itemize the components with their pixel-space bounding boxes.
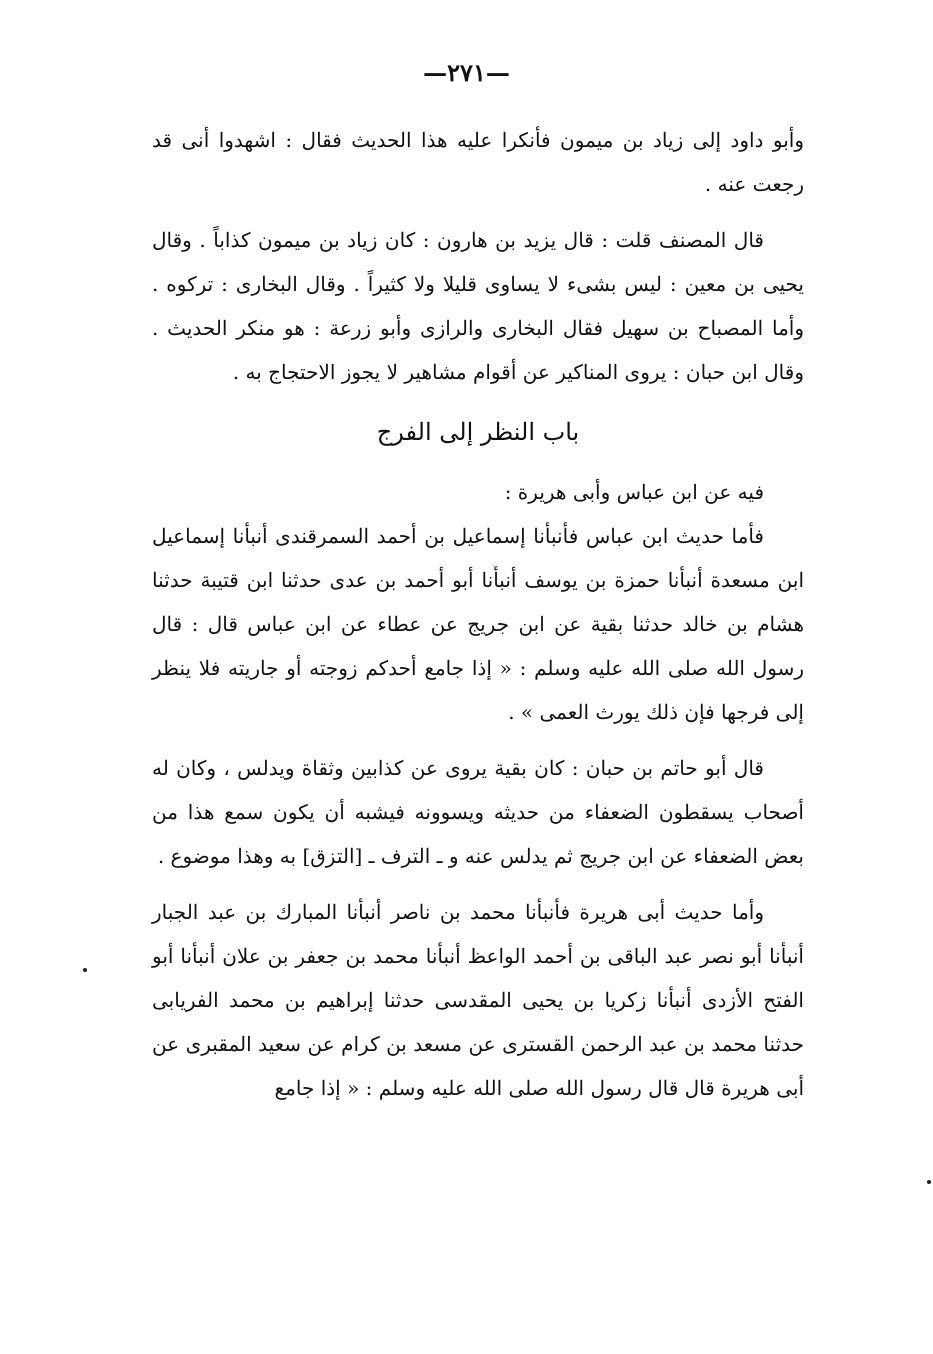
scan-speck	[83, 968, 87, 972]
paragraph-2: قال المصنف قلت : قال يزيد بن هارون : كان زياد بن ميمون كذاباً . وقال يحيى بن معين : ليس بشىء لا يساوى قليلا ولا كثيراً . وقال البخارى : تركوه . وأما المصباح بن سهيل فقال البخارى والرازى وأبو زرعة : هو منكر الحديث . وقال ابن حبان : يروى المناكير عن أقوام مشاهير لا يجوز الاحتجاج به .	[152, 228, 804, 384]
paragraph-4: قال أبو حاتم بن حبان : كان بقية يروى عن كذابين وثقاة ويدلس ، وكان له أصحاب يسقطون الضعفاء من حديثه ويسوونه فيشبه أن يكون سمع هذا من بعض الضعفاء عن ابن جريج ثم يدلس عنه و ـ الترف ـ [التزق] به وهذا موضوع .	[152, 756, 804, 868]
paragraph-3: فأما حديث ابن عباس فأنبأنا إسماعيل بن أحمد السمرقندى أنبأنا إسماعيل ابن مسعدة أنبأنا حمزة بن يوسف أنبأنا أبو أحمد بن عدى حدثنا ابن قتيبة حدثنا هشام بن خالد حدثنا بقية عن ابن جريج عن عطاء عن ابن عباس قال : قال رسول الله صلى الله عليه وسلم : « إذا جامع أحدكم زوجته أو جاريته فلا ينظر إلى فرجها فإن ذلك يورث العمى » .	[152, 524, 804, 724]
paragraph-1: وأبو داود إلى زياد بن ميمون فأنكرا عليه هذا الحديث فقال : اشهدوا أنى قد رجعت عنه .	[152, 128, 804, 196]
section-intro: فيه عن ابن عباس وأبى هريرة :	[504, 480, 764, 504]
paragraph-5: وأما حديث أبى هريرة فأنبأنا محمد بن ناصر أنبأنا المبارك بن عبد الجبار أنبأنا أبو نصر عبد الباقى بن أحمد الواعظ أنبأنا محمد بن جعفر بن علان أنبأنا أبو الفتح الأزدى أنبأنا زكريا بن يحيى المقدسى حدثنا إبراهيم بن محمد الفريابى حدثنا محمد بن عبد الرحمن القسترى عن مسعد بن كرام عن سعيد المقبرى عن أبى هريرة قال قال رسول الله صلى الله عليه وسلم : « إذا جامع	[152, 900, 804, 1100]
page-number: —٢٧١—	[423, 58, 510, 87]
page-content	[152, 118, 804, 1110]
scan-speck	[927, 1180, 931, 1184]
section-heading: باب النظر إلى الفرج	[376, 418, 580, 446]
